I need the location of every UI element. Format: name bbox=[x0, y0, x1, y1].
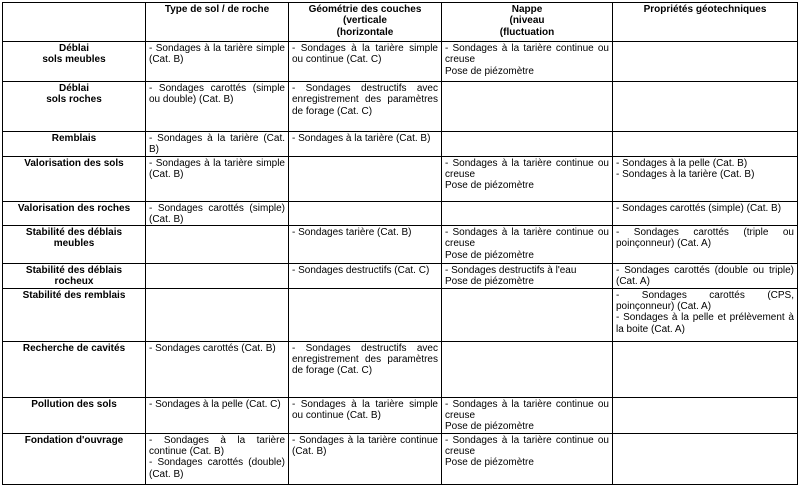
cell-line: - Sondages destructifs (Cat. C) bbox=[292, 265, 430, 277]
column-header-water-table: Nappe (niveau (fluctuation bbox=[442, 3, 613, 42]
row-header-line: Stabilité des déblais bbox=[25, 227, 123, 239]
table-row bbox=[3, 341, 798, 397]
row-header-line: Recherche de cavités bbox=[22, 342, 126, 354]
cell-line: Pose de piézomètre bbox=[445, 249, 534, 261]
row-header-line: Stabilité des remblais bbox=[22, 289, 126, 301]
row-header-line: rocheux bbox=[54, 276, 94, 288]
cell-line: - Sondages à la tarière (Cat. B) bbox=[149, 133, 285, 156]
cell-layer-geometry bbox=[289, 82, 442, 132]
row-header bbox=[3, 264, 146, 289]
cell-layer-geometry bbox=[289, 132, 442, 157]
cell-geotechnical-properties bbox=[613, 288, 798, 341]
row-header-line: Fondation d'ouvrage bbox=[24, 434, 124, 446]
column-header-geotechnical-properties: Propriétés géotechniques bbox=[613, 3, 798, 42]
row-header bbox=[3, 226, 146, 264]
row-header-line: Valorisation des roches bbox=[17, 202, 131, 214]
cell-layer-geometry bbox=[289, 226, 442, 264]
cell-soil-type bbox=[146, 42, 289, 82]
table-row bbox=[3, 264, 798, 289]
cell-layer-geometry bbox=[289, 156, 442, 201]
cell-line: - Sondages destructifs à l'eau bbox=[445, 265, 577, 277]
row-header-line: Déblai bbox=[58, 43, 89, 54]
row-header-line: meubles bbox=[53, 238, 95, 250]
cell-line: Pose de piézomètre bbox=[445, 65, 534, 77]
column-header-layer-geometry: Géométrie des couches (verticale (horizontale bbox=[289, 3, 442, 42]
cell-water-table bbox=[442, 42, 613, 82]
cell-line: - Sondages à la tarière continue ou creuse bbox=[445, 227, 609, 250]
cell-line: - Sondages destructifs avec enregistrement des paramètres de forage (Cat. C) bbox=[292, 83, 438, 117]
column-header-soil-type: Type de sol / de roche bbox=[146, 3, 289, 42]
cell-line: - Sondages carottés (triple ou poinçonneur) (Cat. A) bbox=[616, 227, 794, 250]
row-header-line: Stabilité des déblais bbox=[25, 265, 123, 277]
cell-water-table bbox=[442, 397, 613, 433]
table-row bbox=[3, 226, 798, 264]
cell-soil-type bbox=[146, 397, 289, 433]
cell-line: - Sondages destructifs avec enregistrement des paramètres de forage (Cat. C) bbox=[292, 342, 438, 377]
cell-geotechnical-properties bbox=[613, 132, 798, 157]
table-row bbox=[3, 42, 798, 82]
row-header bbox=[3, 288, 146, 341]
cell-geotechnical-properties bbox=[613, 397, 798, 433]
cell-line: - Sondages à la pelle (Cat. C) bbox=[149, 398, 281, 410]
cell-soil-type bbox=[146, 201, 289, 226]
header-row bbox=[3, 3, 798, 42]
table-row bbox=[3, 397, 798, 433]
cell-soil-type bbox=[146, 82, 289, 132]
row-header-line: Pollution des sols bbox=[31, 398, 117, 410]
cell-line: - Sondages à la tarière simple ou continue (Cat. C) bbox=[292, 43, 438, 66]
row-header bbox=[3, 433, 146, 484]
cell-line: - Sondages à la pelle (Cat. B) bbox=[616, 157, 748, 169]
row-header-line: Remblais bbox=[51, 133, 97, 144]
cell-line: - Sondages à la tarière (Cat. B) bbox=[292, 133, 431, 144]
cell-water-table bbox=[442, 226, 613, 264]
cell-water-table bbox=[442, 341, 613, 397]
cell-line: - Sondages à la tarière simple (Cat. B) bbox=[149, 157, 285, 180]
cell-soil-type bbox=[146, 132, 289, 157]
row-header-line: Déblai bbox=[58, 83, 89, 94]
cell-soil-type bbox=[146, 156, 289, 201]
cell-soil-type bbox=[146, 288, 289, 341]
row-header bbox=[3, 82, 146, 132]
cell-line: - Sondages tarière (Cat. B) bbox=[292, 227, 412, 239]
cell-line: - Sondages à la tarière continue (Cat. B) bbox=[292, 434, 438, 457]
cell-line: - Sondages carottés (Cat. B) bbox=[149, 342, 276, 354]
cell-water-table bbox=[442, 201, 613, 226]
cell-water-table bbox=[442, 132, 613, 157]
cell-line: - Sondages carottés (CPS, poinçonneur) (Cat. A) bbox=[616, 289, 794, 313]
cell-line: Pose de piézomètre bbox=[445, 457, 534, 469]
cell-layer-geometry bbox=[289, 288, 442, 341]
row-header bbox=[3, 341, 146, 397]
investigation-table bbox=[2, 2, 798, 485]
table-row bbox=[3, 201, 798, 226]
row-header bbox=[3, 397, 146, 433]
cell-soil-type bbox=[146, 341, 289, 397]
header-corner bbox=[3, 3, 146, 42]
row-header-line: sols roches bbox=[46, 94, 102, 106]
cell-geotechnical-properties bbox=[613, 82, 798, 132]
cell-geotechnical-properties bbox=[613, 201, 798, 226]
cell-line: - Sondages à la tarière continue (Cat. B) bbox=[149, 434, 285, 457]
row-header-line: Valorisation des sols bbox=[24, 157, 124, 169]
table-row bbox=[3, 132, 798, 157]
cell-line: - Sondages carottés (double ou triple) (Cat. A) bbox=[616, 265, 794, 288]
cell-line: - Sondages à la tarière (Cat. B) bbox=[616, 168, 755, 180]
cell-geotechnical-properties bbox=[613, 156, 798, 201]
cell-geotechnical-properties bbox=[613, 341, 798, 397]
cell-water-table bbox=[442, 288, 613, 341]
row-header bbox=[3, 42, 146, 82]
cell-layer-geometry bbox=[289, 341, 442, 397]
cell-line: - Sondages à la tarière simple ou continue (Cat. B) bbox=[292, 398, 438, 422]
cell-line: - Sondages à la tarière continue ou creuse bbox=[445, 157, 609, 180]
cell-soil-type bbox=[146, 433, 289, 484]
cell-water-table bbox=[442, 156, 613, 201]
cell-layer-geometry bbox=[289, 42, 442, 82]
cell-line: Pose de piézomètre bbox=[445, 180, 534, 192]
cell-line: - Sondages à la tarière continue ou creuse bbox=[445, 398, 609, 422]
row-header bbox=[3, 132, 146, 157]
cell-line: Pose de piézomètre bbox=[445, 276, 534, 288]
table-row bbox=[3, 82, 798, 132]
cell-geotechnical-properties bbox=[613, 264, 798, 289]
cell-geotechnical-properties bbox=[613, 42, 798, 82]
row-header-line: sols meubles bbox=[42, 54, 106, 66]
cell-geotechnical-properties bbox=[613, 226, 798, 264]
cell-line: - Sondages carottés (double) (Cat. B) bbox=[149, 457, 285, 480]
cell-line: - Sondages à la tarière simple (Cat. B) bbox=[149, 43, 285, 66]
cell-layer-geometry bbox=[289, 264, 442, 289]
row-header bbox=[3, 201, 146, 226]
cell-line: - Sondages à la tarière continue ou creuse bbox=[445, 434, 609, 457]
cell-geotechnical-properties bbox=[613, 433, 798, 484]
cell-water-table bbox=[442, 264, 613, 289]
cell-line: - Sondages à la tarière continue ou creuse bbox=[445, 43, 609, 66]
cell-layer-geometry bbox=[289, 201, 442, 226]
cell-line: - Sondages carottés (simple) (Cat. B) bbox=[149, 202, 285, 225]
cell-soil-type bbox=[146, 264, 289, 289]
row-header bbox=[3, 156, 146, 201]
table-row bbox=[3, 156, 798, 201]
table-row bbox=[3, 288, 798, 341]
cell-layer-geometry bbox=[289, 433, 442, 484]
cell-line: - Sondages à la pelle et prélèvement à la boite (Cat. A) bbox=[616, 312, 794, 335]
cell-layer-geometry bbox=[289, 397, 442, 433]
cell-water-table bbox=[442, 82, 613, 132]
cell-water-table bbox=[442, 433, 613, 484]
cell-line: - Sondages carottés (simple) (Cat. B) bbox=[616, 202, 782, 214]
cell-soil-type bbox=[146, 226, 289, 264]
cell-line: Pose de piézomètre bbox=[445, 421, 534, 433]
cell-line: - Sondages carottés (simple ou double) (Cat. B) bbox=[149, 83, 285, 106]
table-row bbox=[3, 433, 798, 484]
